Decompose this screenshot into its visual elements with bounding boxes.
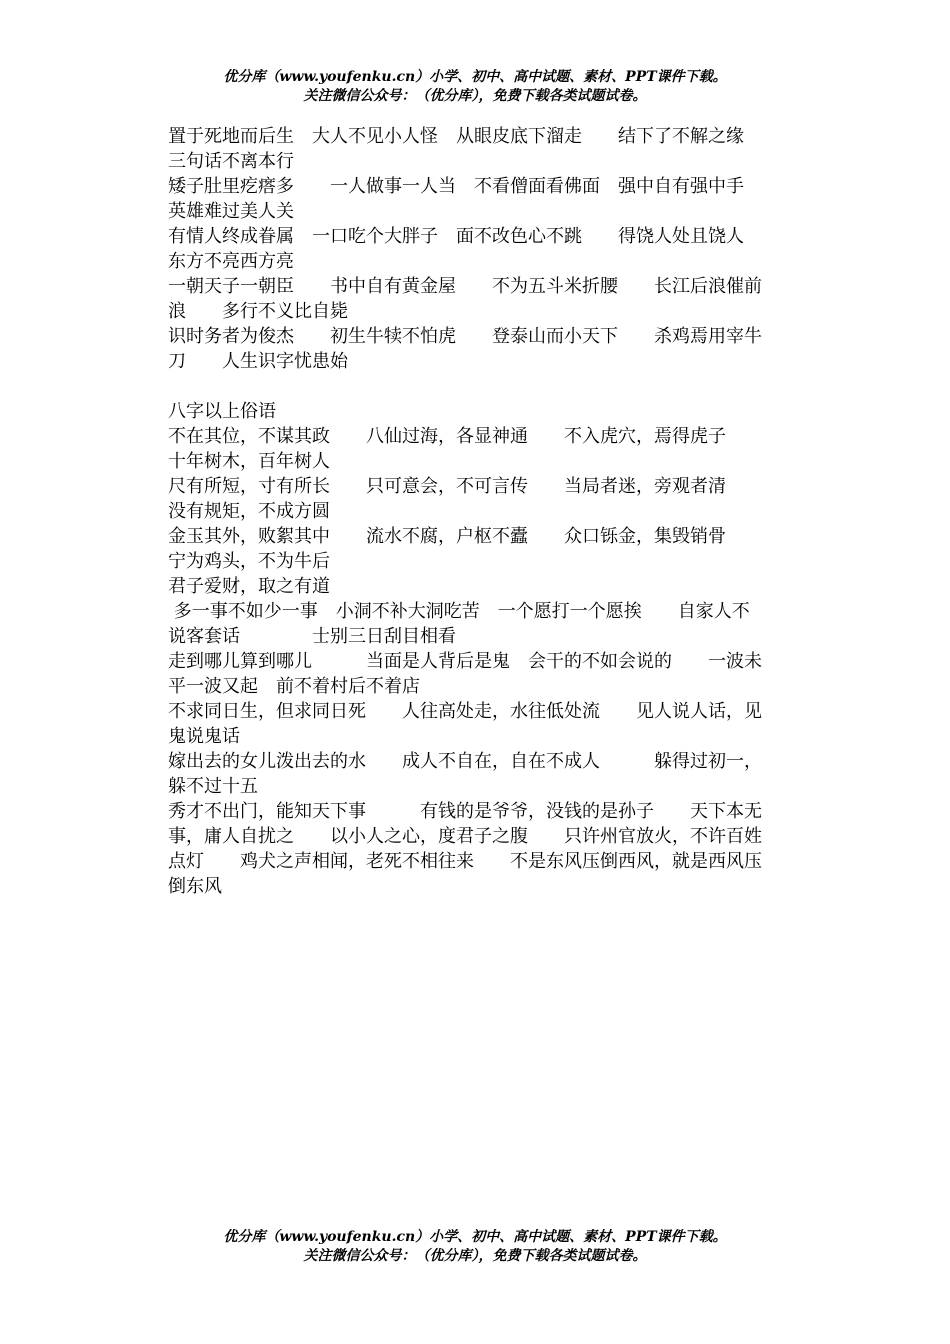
text-line: 走到哪儿算到哪儿 当面是人背后是鬼 会干的不如会说的 一波未 <box>168 651 762 672</box>
section-title: 八字以上俗语 <box>168 401 276 422</box>
page-header <box>0 68 950 106</box>
text-line: 不在其位，不谋其政 八仙过海，各显神通 不入虎穴，焉得虎子 <box>168 426 726 447</box>
text-line: 多一事不如少一事 小洞不补大洞吃苦 一个愿打一个愿挨 自家人不 <box>168 601 750 622</box>
text-line: 有情人终成眷属 一口吃个大胖子 面不改色心不跳 得饶人处且饶人 <box>168 226 744 247</box>
document-body <box>168 124 808 899</box>
text-line: 秀才不出门，能知天下事 有钱的是爷爷，没钱的是孙子 天下本无 <box>168 801 762 822</box>
idiom-section-2 <box>168 399 808 899</box>
text-line: 识时务者为俊杰 初生牛犊不怕虎 登泰山而小天下 杀鸡焉用宰牛 <box>168 326 762 347</box>
footer-line-2: 关注微信公众号：（优分库），免费下载各类试题试卷。 <box>303 1248 647 1264</box>
header-line-2: 关注微信公众号：（优分库），免费下载各类试题试卷。 <box>303 88 647 104</box>
text-line: 说客套话 士别三日刮目相看 <box>168 626 456 647</box>
text-line: 三句话不离本行 <box>168 151 294 172</box>
text-line: 君子爱财，取之有道 <box>168 576 330 597</box>
text-line: 不求同日生，但求同日死 人往高处走，水往低处流 见人说人话，见 <box>168 701 762 722</box>
text-line: 刀 人生识字忧患始 <box>168 351 348 372</box>
blank-line <box>168 374 808 399</box>
text-line: 东方不亮西方亮 <box>168 251 294 272</box>
text-line: 宁为鸡头，不为牛后 <box>168 551 330 572</box>
text-line: 点灯 鸡犬之声相闻，老死不相往来 不是东风压倒西风，就是西风压 <box>168 851 762 872</box>
text-line: 英雄难过美人关 <box>168 201 294 222</box>
text-line: 一朝天子一朝臣 书中自有黄金屋 不为五斗米折腰 长江后浪催前 <box>168 276 762 297</box>
header-line-1: 优分库（www.youfenku.cn）小学、初中、高中试题、素材、PPT课件下载。 <box>223 69 727 85</box>
idiom-section-1 <box>168 124 808 374</box>
page-footer <box>0 1228 950 1266</box>
text-line: 矮子肚里疙瘩多 一人做事一人当 不看僧面看佛面 强中自有强中手 <box>168 176 744 197</box>
text-line: 倒东风 <box>168 876 222 897</box>
text-line: 没有规矩，不成方圆 <box>168 501 330 522</box>
text-line: 浪 多行不义比自毙 <box>168 301 348 322</box>
text-line: 事，庸人自扰之 以小人之心，度君子之腹 只许州官放火，不许百姓 <box>168 826 762 847</box>
text-line: 鬼说鬼话 <box>168 726 240 747</box>
text-line: 十年树木，百年树人 <box>168 451 330 472</box>
text-line: 平一波又起 前不着村后不着店 <box>168 676 420 697</box>
text-line: 金玉其外，败絮其中 流水不腐，户枢不蠹 众口铄金，集毁销骨 <box>168 526 726 547</box>
text-line: 置于死地而后生 大人不见小人怪 从眼皮底下溜走 结下了不解之缘 <box>168 126 744 147</box>
text-line: 躲不过十五 <box>168 776 258 797</box>
text-line: 尺有所短，寸有所长 只可意会，不可言传 当局者迷，旁观者清 <box>168 476 726 497</box>
text-line: 嫁出去的女儿泼出去的水 成人不自在，自在不成人 躲得过初一， <box>168 751 762 772</box>
footer-line-1: 优分库（www.youfenku.cn）小学、初中、高中试题、素材、PPT课件下载。 <box>223 1229 727 1245</box>
